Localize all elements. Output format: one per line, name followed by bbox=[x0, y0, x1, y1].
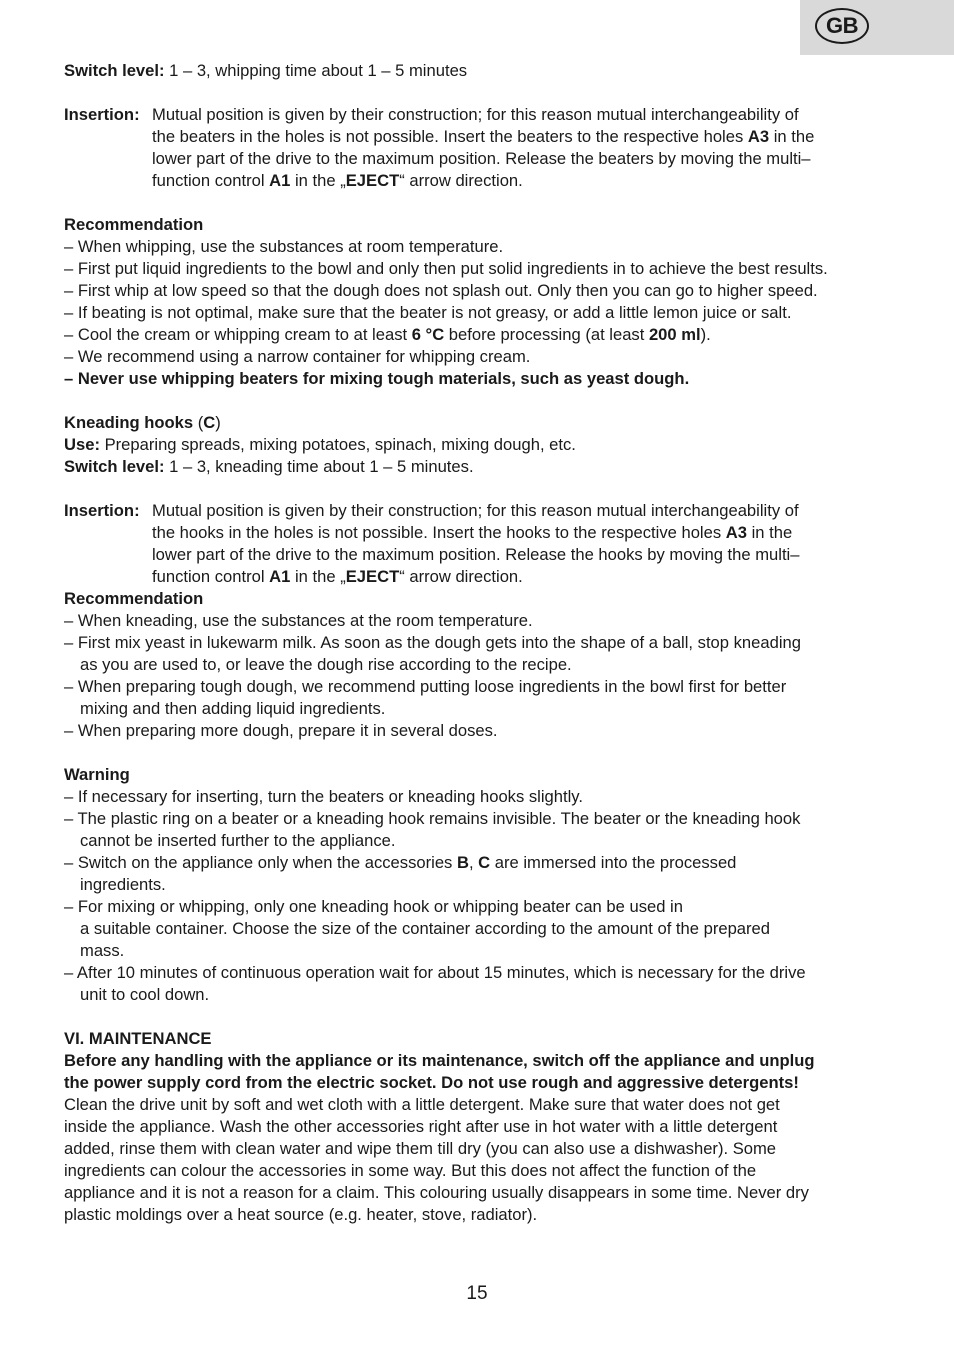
kneading-hooks-section bbox=[64, 412, 894, 478]
insertion-text: Mutual position is given by their construction; for this reason mutual interchangeability of the hooks in the holes is not possible. Insert the hooks to the respective holes A3 in the lower part of the drive to the maximum position. Release the hooks by moving the multi– function control A1 in the „EJECT“ arrow direction. bbox=[152, 501, 800, 586]
language-badge: GB bbox=[815, 8, 869, 44]
beaters-recommendation bbox=[64, 214, 894, 390]
hooks-recommendation bbox=[64, 588, 894, 742]
beaters-switch-level: Switch level: 1 – 3, whipping time about 1 – 5 minutes bbox=[64, 61, 468, 80]
maintenance-text: appliance and it is not a reason for a claim. This colouring usually disappears in some time. Never dry bbox=[64, 1183, 809, 1202]
insertion-label: Insertion: bbox=[64, 501, 140, 520]
beaters-insertion bbox=[64, 104, 894, 192]
maintenance-text: added, rinse them with clean water and wipe them till dry (you can also use a dishwasher). Some bbox=[64, 1139, 777, 1158]
hooks-switch-level: Switch level: 1 – 3, kneading time about 1 – 5 minutes. bbox=[64, 457, 474, 476]
section-heading: Recommendation bbox=[64, 215, 204, 234]
page-number: 15 bbox=[466, 1283, 488, 1304]
manual-page-content bbox=[64, 60, 894, 1226]
list-item: – First whip at low speed so that the dough does not splash out. Only then you can go to higher speed. bbox=[64, 281, 818, 300]
list-item: – First put liquid ingredients to the bowl and only then put solid ingredients in to achieve the best results. bbox=[64, 259, 828, 278]
maintenance-text: plastic moldings over a heat source (e.g. heater, stove, radiator). bbox=[64, 1205, 538, 1224]
list-item-warning: – Never use whipping beaters for mixing tough materials, such as yeast dough. bbox=[64, 369, 690, 388]
language-tab bbox=[800, 0, 954, 55]
list-item-continued: unit to cool down. bbox=[80, 985, 210, 1004]
list-item: – Cool the cream or whipping cream to at least 6 °C before processing (at least 200 ml). bbox=[64, 325, 711, 344]
section-heading: VI. MAINTENANCE bbox=[64, 1029, 212, 1048]
hooks-insertion bbox=[64, 500, 894, 588]
list-item: – First mix yeast in lukewarm milk. As soon as the dough gets into the shape of a ball, stop kneading bbox=[64, 633, 801, 652]
hooks-use: Use: Preparing spreads, mixing potatoes, spinach, mixing dough, etc. bbox=[64, 435, 576, 454]
section-heading: Kneading hooks (C) bbox=[64, 413, 221, 432]
list-item: – When preparing tough dough, we recommend putting loose ingredients in the bowl first for better bbox=[64, 677, 787, 696]
list-item-continued: a suitable container. Choose the size of the container according to the amount of the prepared bbox=[80, 919, 771, 938]
list-item: – When kneading, use the substances at the room temperature. bbox=[64, 611, 533, 630]
list-item: – We recommend using a narrow container for whipping cream. bbox=[64, 347, 531, 366]
list-item: – The plastic ring on a beater or a kneading hook remains invisible. The beater or the kneading hook bbox=[64, 809, 801, 828]
warning-section bbox=[64, 764, 894, 1006]
list-item-continued: mixing and then adding liquid ingredients. bbox=[80, 699, 386, 718]
section-heading: Warning bbox=[64, 765, 130, 784]
maintenance-text: ingredients can colour the accessories in some way. But this does not affect the function of the bbox=[64, 1161, 757, 1180]
list-item: – If beating is not optimal, make sure that the beater is not greasy, or add a little lemon juice or salt. bbox=[64, 303, 792, 322]
list-item: – After 10 minutes of continuous operation wait for about 15 minutes, which is necessary for the drive bbox=[64, 963, 806, 982]
list-item: – When preparing more dough, prepare it in several doses. bbox=[64, 721, 498, 740]
maintenance-text: Clean the drive unit by soft and wet cloth with a little detergent. Make sure that water does not get bbox=[64, 1095, 780, 1114]
list-item: – Switch on the appliance only when the accessories B, C are immersed into the processed bbox=[64, 853, 737, 872]
list-item-continued: cannot be inserted further to the appliance. bbox=[80, 831, 396, 850]
maintenance-warning: Before any handling with the appliance or its maintenance, switch off the appliance and unplug bbox=[64, 1051, 815, 1070]
section-heading: Recommendation bbox=[64, 589, 204, 608]
maintenance-section bbox=[64, 1028, 894, 1226]
insertion-label: Insertion: bbox=[64, 105, 140, 124]
list-item: – When whipping, use the substances at room temperature. bbox=[64, 237, 504, 256]
list-item: – If necessary for inserting, turn the beaters or kneading hooks slightly. bbox=[64, 787, 583, 806]
maintenance-warning: the power supply cord from the electric socket. Do not use rough and aggressive detergents! bbox=[64, 1073, 799, 1092]
list-item-continued: mass. bbox=[80, 941, 125, 960]
insertion-text: Mutual position is given by their construction; for this reason mutual interchangeability of the beaters in the holes is not possible. Insert the beaters to the respective holes A3 in the lower part of the drive to the maximum position. Release the beaters by moving the multi– function control A1 in the „EJECT“ arrow direction. bbox=[152, 105, 815, 190]
list-item-continued: as you are used to, or leave the dough rise according to the recipe. bbox=[80, 655, 572, 674]
list-item: – For mixing or whipping, only one kneading hook or whipping beater can be used in bbox=[64, 897, 683, 916]
list-item-continued: ingredients. bbox=[80, 875, 166, 894]
maintenance-text: inside the appliance. Wash the other accessories right after use in hot water with a little detergent bbox=[64, 1117, 778, 1136]
